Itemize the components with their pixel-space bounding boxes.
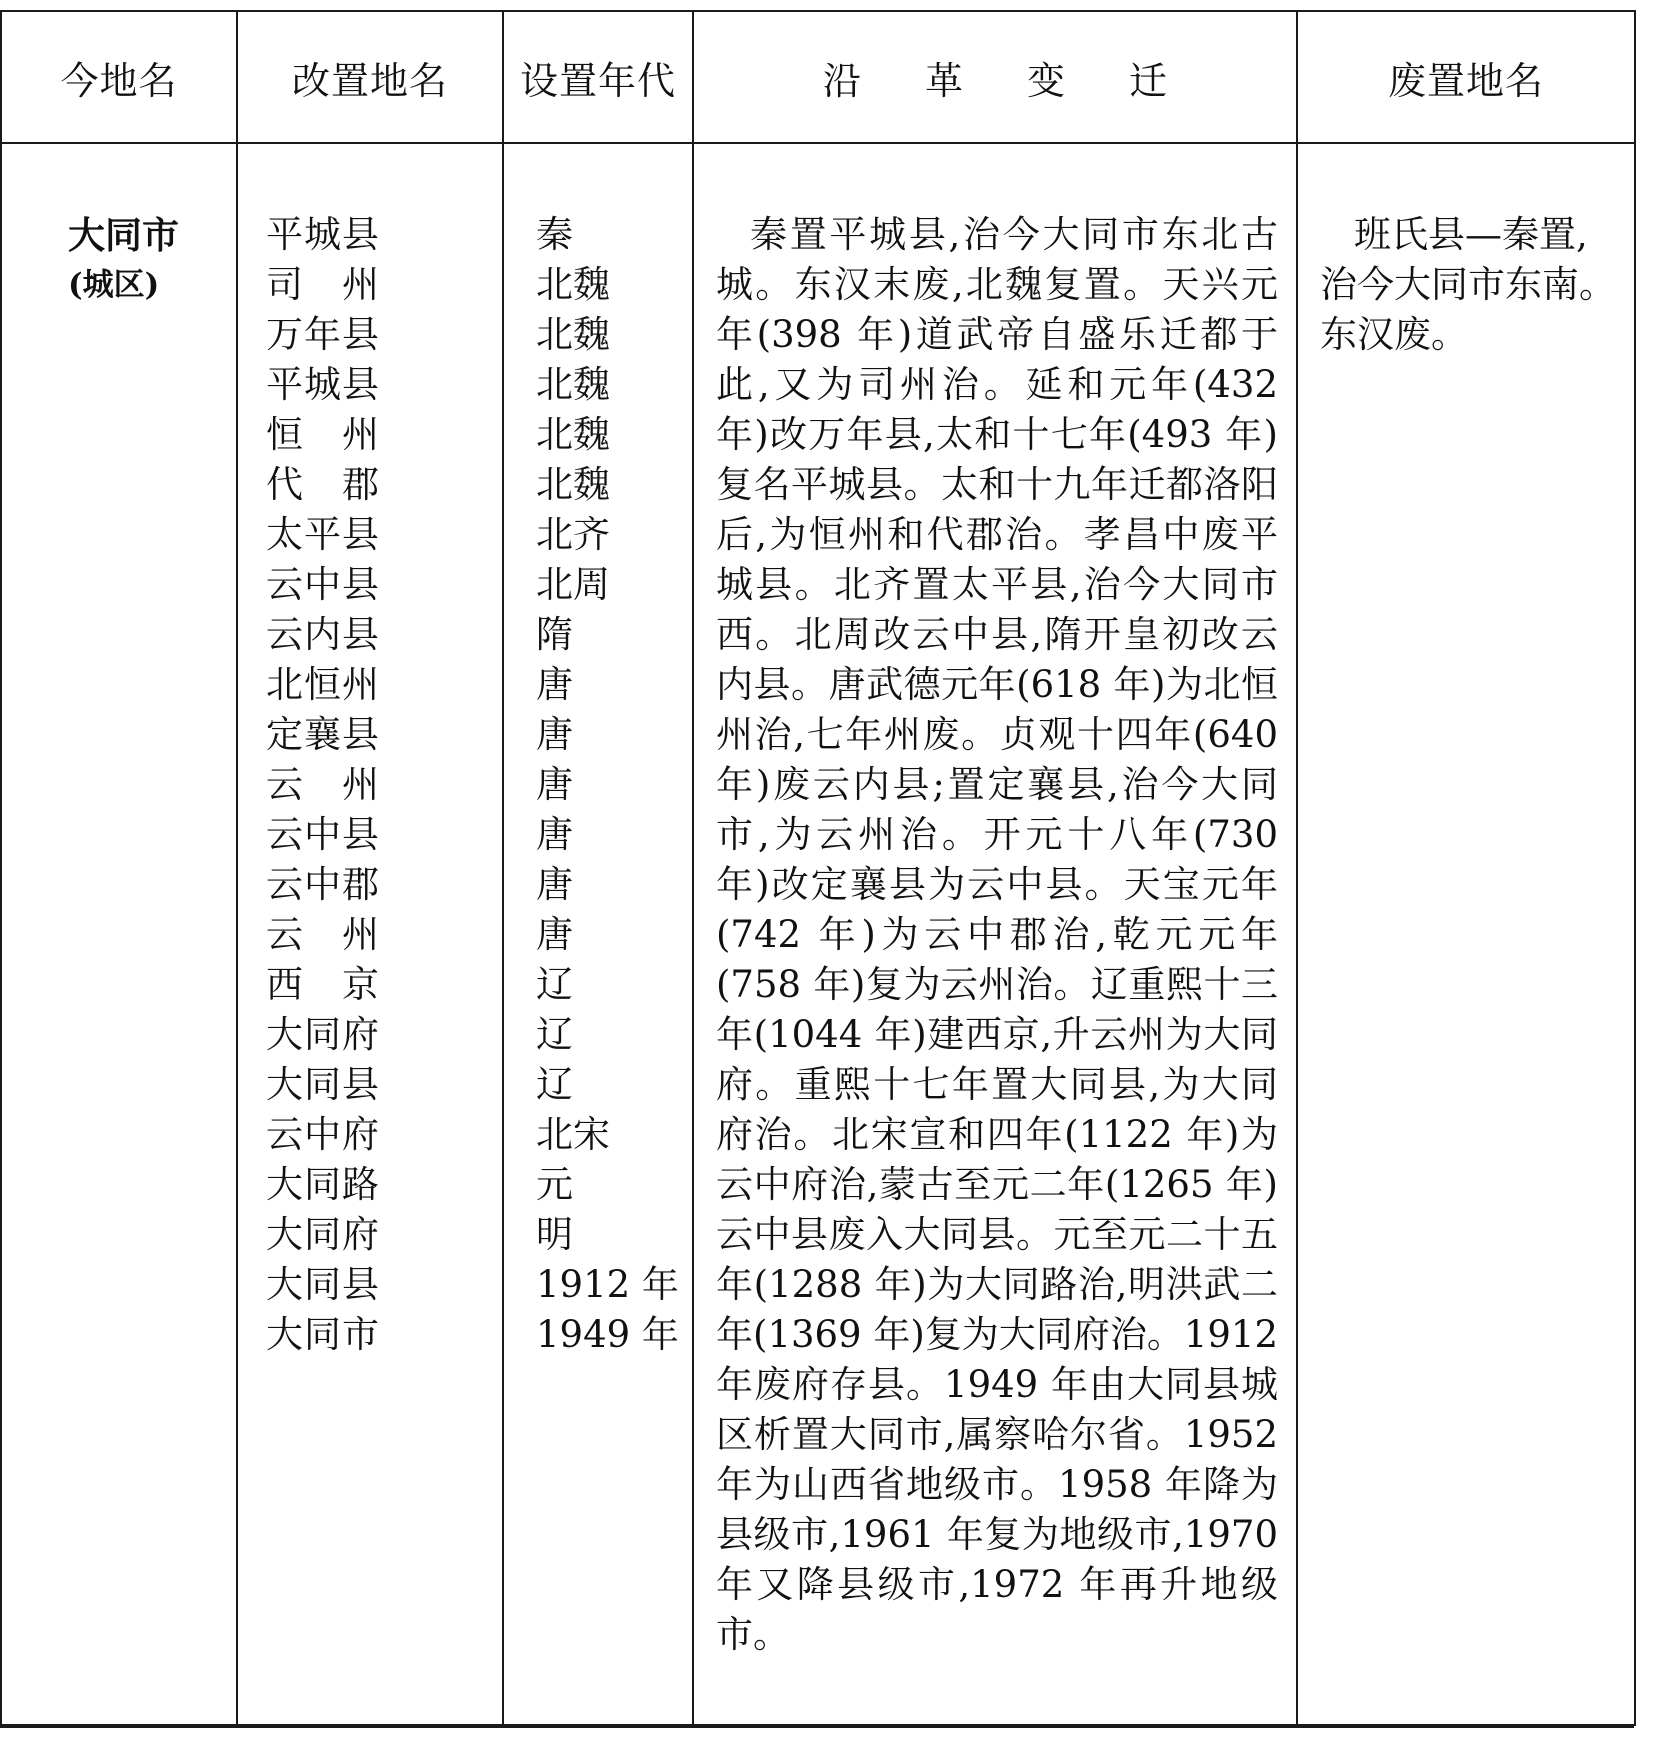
history-text: 秦置平城县,治今大同市东北古城。东汉末废,北魏复置。天兴元年(398 年)道武帝自盛乐迁都于此,又为司州治。延和元年(432 年)改万年县,太和十七年(493 年)复名平城县。太和十九年迁都洛阳后,为恒州和代郡治。孝昌中废平城县。北齐置太平县,治今大同市西。北周改云中县,隋开皇初改云内县。唐武德元年(618 年)为北恒州治,七年州废。贞观十四年(640 年)废云内县;置定襄县,治今大同市,为云州治。开元十八年(730 年)改定襄县为云中县。天宝元年(742 年)为云中郡治,乾元元年(758 年)复为云州治。辽重熙十三年(1044 年)建西京,升云州为大同府。重熙十七年置大同县,为大同府治。北宋宣和四年(1122 年)为云中府治,蒙古至元二年(1265 年)云中县废入大同县。元至元二十五年(1288 年)为大同路治,明洪武二年(1369 年)复为大同府治。1912 年废府存县。1949 年由大同县城区析置大同市,属察哈尔省。1952 年为山西省地级市。1958 年降为县级市,1961 年复为地级市,1970 年又降县级市,1972 年再升地级市。 (716, 213, 1278, 1656)
renamed-name-item: 云内县 (266, 613, 380, 656)
era-item: 北齐 (536, 513, 610, 556)
renamed-name-item: 平城县 (266, 363, 380, 406)
cell-abolished (1297, 143, 1635, 1725)
era-item: 北魏 (536, 463, 610, 506)
renamed-name-item: 定襄县 (266, 713, 380, 756)
era-item: 北魏 (536, 413, 610, 456)
header-abolished-name: 废置地名 (1297, 11, 1635, 143)
renamed-name-item: 大同县 (266, 1263, 380, 1306)
renamed-name-item: 大同府 (266, 1213, 380, 1256)
abolished-text: 班氏县—秦置,治今大同市东南。东汉废。 (1320, 213, 1616, 356)
era-item: 1912 年 (536, 1263, 679, 1306)
renamed-name-item: 太平县 (266, 513, 380, 556)
current-name: 大同市 (68, 213, 179, 257)
era-item: 北魏 (536, 313, 610, 356)
era-item: 唐 (536, 913, 573, 956)
renamed-name-item: 北恒州 (266, 663, 380, 706)
table-row (1, 143, 1635, 1725)
era-item: 辽 (536, 1013, 573, 1056)
header-history: 沿 革 变 迁 (693, 11, 1297, 143)
gazetteer-table-wrap (0, 10, 1634, 1737)
era-item: 北宋 (536, 1113, 610, 1156)
era-item: 唐 (536, 863, 573, 906)
era-item: 1949 年 (536, 1313, 679, 1356)
renamed-name-item: 云 州 (266, 763, 380, 806)
renamed-name-item: 恒 州 (266, 413, 380, 456)
header-current-name: 今地名 (1, 11, 237, 143)
renamed-name-item: 代 郡 (266, 463, 380, 506)
renamed-name-item: 云中县 (266, 563, 380, 606)
era-list (536, 210, 692, 1360)
renamed-name-item: 云中府 (266, 1113, 380, 1156)
era-item: 明 (536, 1213, 573, 1256)
renamed-name-item: 司 州 (266, 263, 380, 306)
era-item: 北魏 (536, 263, 610, 306)
cell-renamed-names (237, 143, 503, 1725)
era-item: 元 (536, 1163, 573, 1206)
renamed-name-item: 大同市 (266, 1313, 380, 1356)
era-item: 唐 (536, 763, 573, 806)
renamed-name-item: 万年县 (266, 313, 380, 356)
renamed-name-item: 云中县 (266, 813, 380, 856)
renamed-name-list (266, 210, 502, 1360)
gazetteer-table (0, 10, 1636, 1726)
header-renamed-name: 改置地名 (237, 11, 503, 143)
renamed-name-item: 大同路 (266, 1163, 380, 1206)
era-item: 唐 (536, 663, 573, 706)
era-item: 北魏 (536, 363, 610, 406)
cell-history (693, 143, 1297, 1725)
renamed-name-item: 云 州 (266, 913, 380, 956)
header-row (1, 11, 1635, 143)
current-name-sub: (城区) (68, 267, 160, 303)
era-item: 隋 (536, 613, 573, 656)
era-item: 北周 (536, 563, 610, 606)
renamed-name-item: 平城县 (266, 213, 380, 256)
header-era: 设置年代 (503, 11, 693, 143)
renamed-name-item: 云中郡 (266, 863, 380, 906)
renamed-name-item: 西 京 (266, 963, 380, 1006)
era-item: 唐 (536, 813, 573, 856)
cell-eras (503, 143, 693, 1725)
era-item: 辽 (536, 963, 573, 1006)
cell-current-name (1, 143, 237, 1725)
era-item: 唐 (536, 713, 573, 756)
renamed-name-item: 大同府 (266, 1013, 380, 1056)
renamed-name-item: 大同县 (266, 1063, 380, 1106)
era-item: 秦 (536, 213, 573, 256)
next-row-divider (0, 1726, 1634, 1749)
era-item: 辽 (536, 1063, 573, 1106)
